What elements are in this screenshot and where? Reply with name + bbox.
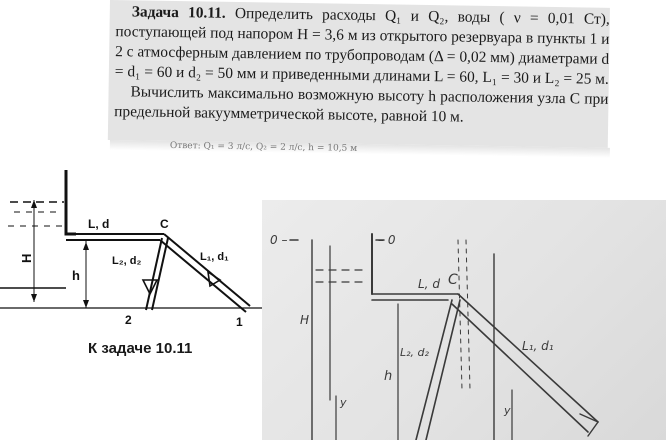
figure-caption: К задаче 10.11 — [88, 340, 193, 357]
problem-title: Задача 10.11. — [131, 3, 226, 22]
cut-answer-line: Ответ: Q₁ = 3 л/с, Q₂ = 2 л/с, h = 10,5 м — [110, 140, 610, 158]
problem-statement — [108, 0, 610, 148]
label-H: H — [19, 253, 34, 263]
C-dashed-line — [466, 240, 470, 390]
C-dashed-line — [458, 240, 462, 390]
label-Ld: L, d — [418, 277, 440, 291]
H-arrow-bottom — [31, 294, 37, 302]
pipe-L1-inner — [452, 304, 588, 432]
label-h: h — [72, 268, 80, 283]
label-zero-right: – 0 — [378, 233, 396, 247]
label-zero-left: 0 – — [270, 233, 288, 247]
valve-1 — [208, 272, 220, 286]
label-h: h — [384, 369, 393, 384]
problem-paragraph-2: Вычислить максимально возможную высоту h расположения узла C при предельной вакуумметрической высоте, равной 10 м. — [114, 83, 609, 126]
h-arrow-bottom — [83, 300, 89, 308]
hand-sketch-photo — [262, 200, 666, 440]
H-arrow-top — [31, 200, 37, 208]
problem-paragraph-1 — [115, 2, 610, 90]
pipe-L2-inner — [426, 300, 460, 440]
label-Ld: L, d — [88, 217, 110, 231]
hand-sketch-svg — [262, 200, 666, 440]
label-L2d2: L₂, d₂ — [112, 255, 142, 267]
pipe-L1 — [458, 294, 598, 422]
label-1: 1 — [236, 315, 243, 329]
h-arrow-top — [83, 242, 89, 250]
label-C: C — [448, 272, 458, 288]
outlet-L1 — [580, 414, 598, 436]
problem-text-1: Определить расходы Q₁ и Q₂, воды ( ν = 0,01 Ст), поступающей под напором H = 3,6 м из открытого резервуара в пункты 1 и 2 с атмосферным давлением по трубопроводам (Δ = 0,02 мм) диаметрами d = d₁ = 60 и d₂ = 50 мм и приведенными длинами L = 60, L₁ = 30 и L₂ = 25 м. — [114, 4, 610, 88]
label-y-right: y — [504, 404, 511, 417]
tank-wall — [66, 170, 76, 234]
label-L1d1: L₁, d₁ — [200, 251, 229, 263]
pipe-L2 — [416, 300, 452, 440]
label-y-left: y — [340, 396, 347, 409]
pipe-L1 — [164, 234, 250, 306]
label-L1d1: L₁, d₁ — [522, 339, 554, 353]
label-2: 2 — [125, 313, 132, 327]
label-L2d2: L₂, d₂ — [400, 346, 429, 359]
label-H: H — [300, 313, 310, 327]
label-C: C — [160, 217, 169, 231]
